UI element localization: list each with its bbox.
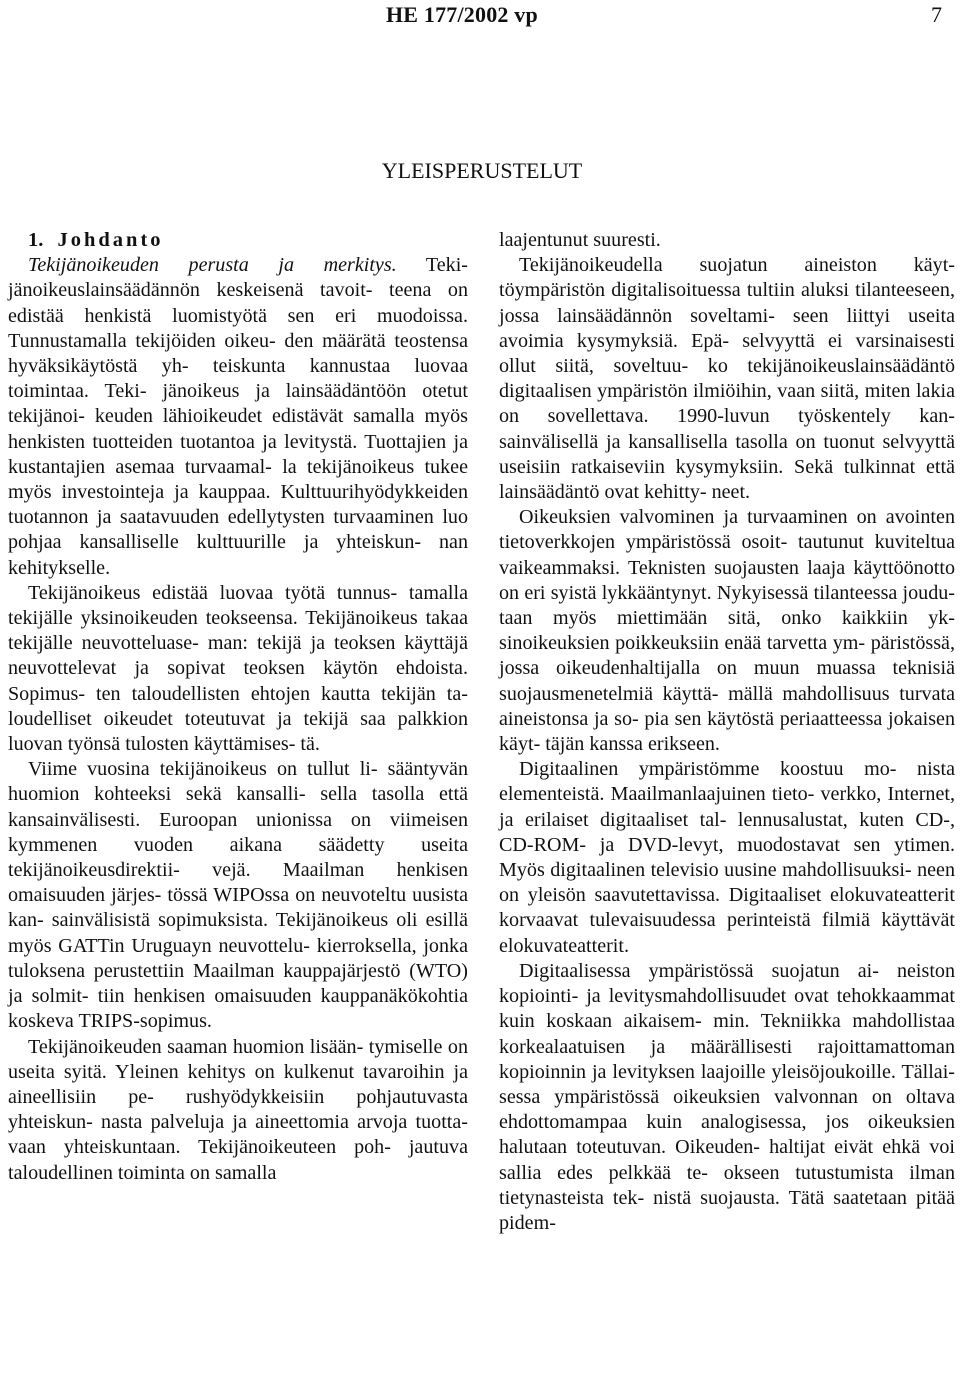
document-id: HE 177/2002 vp — [386, 2, 538, 27]
paragraph: Digitaalinen ympäristömme koostuu mo- nista elementeistä. Maailmanlaajuinen tieto- verkko, Internet, ja erilaiset digitaaliset tal- lennusalustat, kuten CD-, CD-ROM- ja DVD-levyt, muodostavat sen ytimen. Myös digitaalinen televisio uusine mahdollisuuksi- neen on yleisön saavutettavissa. Digitaaliset elokuvateatterit korvaavat tulevaisuudessa perinteistä filmiä käyttävät elokuvateatterit. — [499, 758, 955, 957]
paragraph: Viime vuosina tekijänoikeus on tullut li- sääntyvän huomion kohteeksi sekä kansalli- sella tasolla että kansainvälisesti. Euroopan unionissa on viimeisen kymmenen vuoden aikana säädetty useita tekijänoikeusdirektii- vejä. Maailman henkisen omaisuuden järjes- tössä WIPOssa on neuvoteltu uusista kan- sainvälisistä sopimuksista. Tekijänoikeus oli esillä myös GATTin Uruguayn neuvottelu- kierroksella, jonka tuloksena perustettiin Maailman kauppajärjestö (WTO) ja solmit- tiin henkisen omaisuuden kauppanäkökohtia koskeva TRIPS-sopimus. — [8, 758, 468, 1033]
chapter-heading — [8, 228, 468, 253]
chapter-heading-number: 1. — [28, 229, 44, 251]
paragraph: Tekijänoikeus edistää luovaa työtä tunnus- tamalla tekijälle yksinoikeuden teokseensa. Tekijänoikeus takaa tekijälle neuvotteluase- man: tekijä ja teoksen käyttäjä neuvottelevat ja sopivat teoksen käytön ehdoista. Sopimus- ten taloudellisten ehtojen kautta tekijän ta- loudelliset oikeudet toteutuvat ja tekijä saa palkkion luovan työnsä tulosten käyttämises- tä. — [8, 581, 468, 756]
paragraph: laajentunut suuresti. — [499, 229, 661, 251]
paragraph: Tekijänoikeudella suojatun aineiston käyt- töympäristön digitalisoituessa tultiin aluksi tilanteeseen, jossa lainsäädännön soveltami- seen liittyi useita avoimia kysymyksiä. Epä- selvyyttä ei varsinaisesti ollut siitä, soveltuu- ko tekijänoikeuslainsäädäntö digitaalisen ympäristön ilmiöihin, vaan siitä, miten lakia on sovellettava. 1990-luvun työskentely kan- sainvälisellä ja kansallisella tasolla on tuonut selvyyttä useisiin ratkaiseviin kysymyksiin. Sekä tulkinnat että lainsäädäntö ovat kehitty- neet. — [499, 254, 955, 504]
right-column — [499, 228, 955, 1236]
paragraph-text: Teki- jänoikeuslainsäädännön keskeisenä tavoit- teena on edistää henkistä luomistyötä sen eri muodoissa. Tunnustamalla tekijöiden oikeu- den määrätä teostensa hyväksikäytöstä yh- teiskunta kannustaa luovaa toimintaa. Teki- jänoikeus ja lainsäädäntöön otetut tekijänoi- keuden lähioikeudet edistävät samalla myös henkisten tuotteiden tuotantoa ja levitystä. Tuottajien ja kustantajien asemaa turvaamal- la tekijänoikeus tukee myös investointeja ja kauppaa. Kulttuurihyödykkeiden tuotannon ja saatavuuden edellytysten turvaaminen luo pohjaa kansalliselle kulttuurille ja yhteiskun- nan kehitykselle. — [8, 254, 468, 579]
section-title-text: YLEISPERUSTELUT — [381, 158, 583, 183]
paragraph — [8, 253, 468, 581]
left-column — [8, 228, 468, 1186]
paragraph: Tekijänoikeuden saaman huomion lisään- tymiselle on useita syitä. Yleinen kehitys on kulkenut tavaroihin ja aineellisiin pe- rushyödykkeisiin pohjautuvasta yhteiskun- nasta palveluja ja aineettomia arvoja tuotta- vaan yhteiskuntaan. Tekijänoikeuteen poh- jautuva taloudellinen toiminta on samalla — [8, 1035, 468, 1184]
paragraph-lead: Tekijänoikeuden perusta ja merkitys. — [28, 254, 397, 277]
paragraph: Digitaalisessa ympäristössä suojatun ai- neiston kopiointi- ja levitysmahdollisuudet ovat tehokkaammat kuin koskaan aikaisem- min. Tekniikka mahdollistaa korkealaatuisen ja määrällisesti rajoittamattoman kopioinnin ja levityksen laajoille yleisöjoukoille. Tällai- sessa ympäristössä oikeuksien valvonnan on oltava ehdottomampaa kuin analogisessa, jos oikeuksien halutaan toteutuvan. Oikeuden- haltijat eivät ehkä voi sallia edes pelkkää te- okseen tutustumista ilman tietynasteista tek- nistä suojausta. Tätä saatetaan pitää pidem- — [499, 959, 955, 1234]
page-number: 7 — [931, 2, 942, 27]
section-title — [0, 158, 960, 184]
paragraph: Oikeuksien valvominen ja turvaaminen on avointen tietoverkkojen ympäristössä osoit- tautunut kuviteltua vaikeammaksi. Teknisten suojausten laaja käyttöönotto on eri syistä lykkääntynyt. Nykyisessä tilanteessa joudu- taan myös miettimään sitä, onko kaikkiin yk- sinoikeuksien poikkeuksiin enää tarvetta ym- päristössä, jossa oikeudenhaltijalla on muun muassa teknisiä suojausmenetelmiä käyttä- mällä mahdollisuus turvata aineistonsa ja so- pia sen käytöstä periaatteessa jokaisen käyt- täjän kanssa erikseen. — [499, 506, 955, 756]
chapter-heading-text: Johdanto — [57, 229, 164, 251]
